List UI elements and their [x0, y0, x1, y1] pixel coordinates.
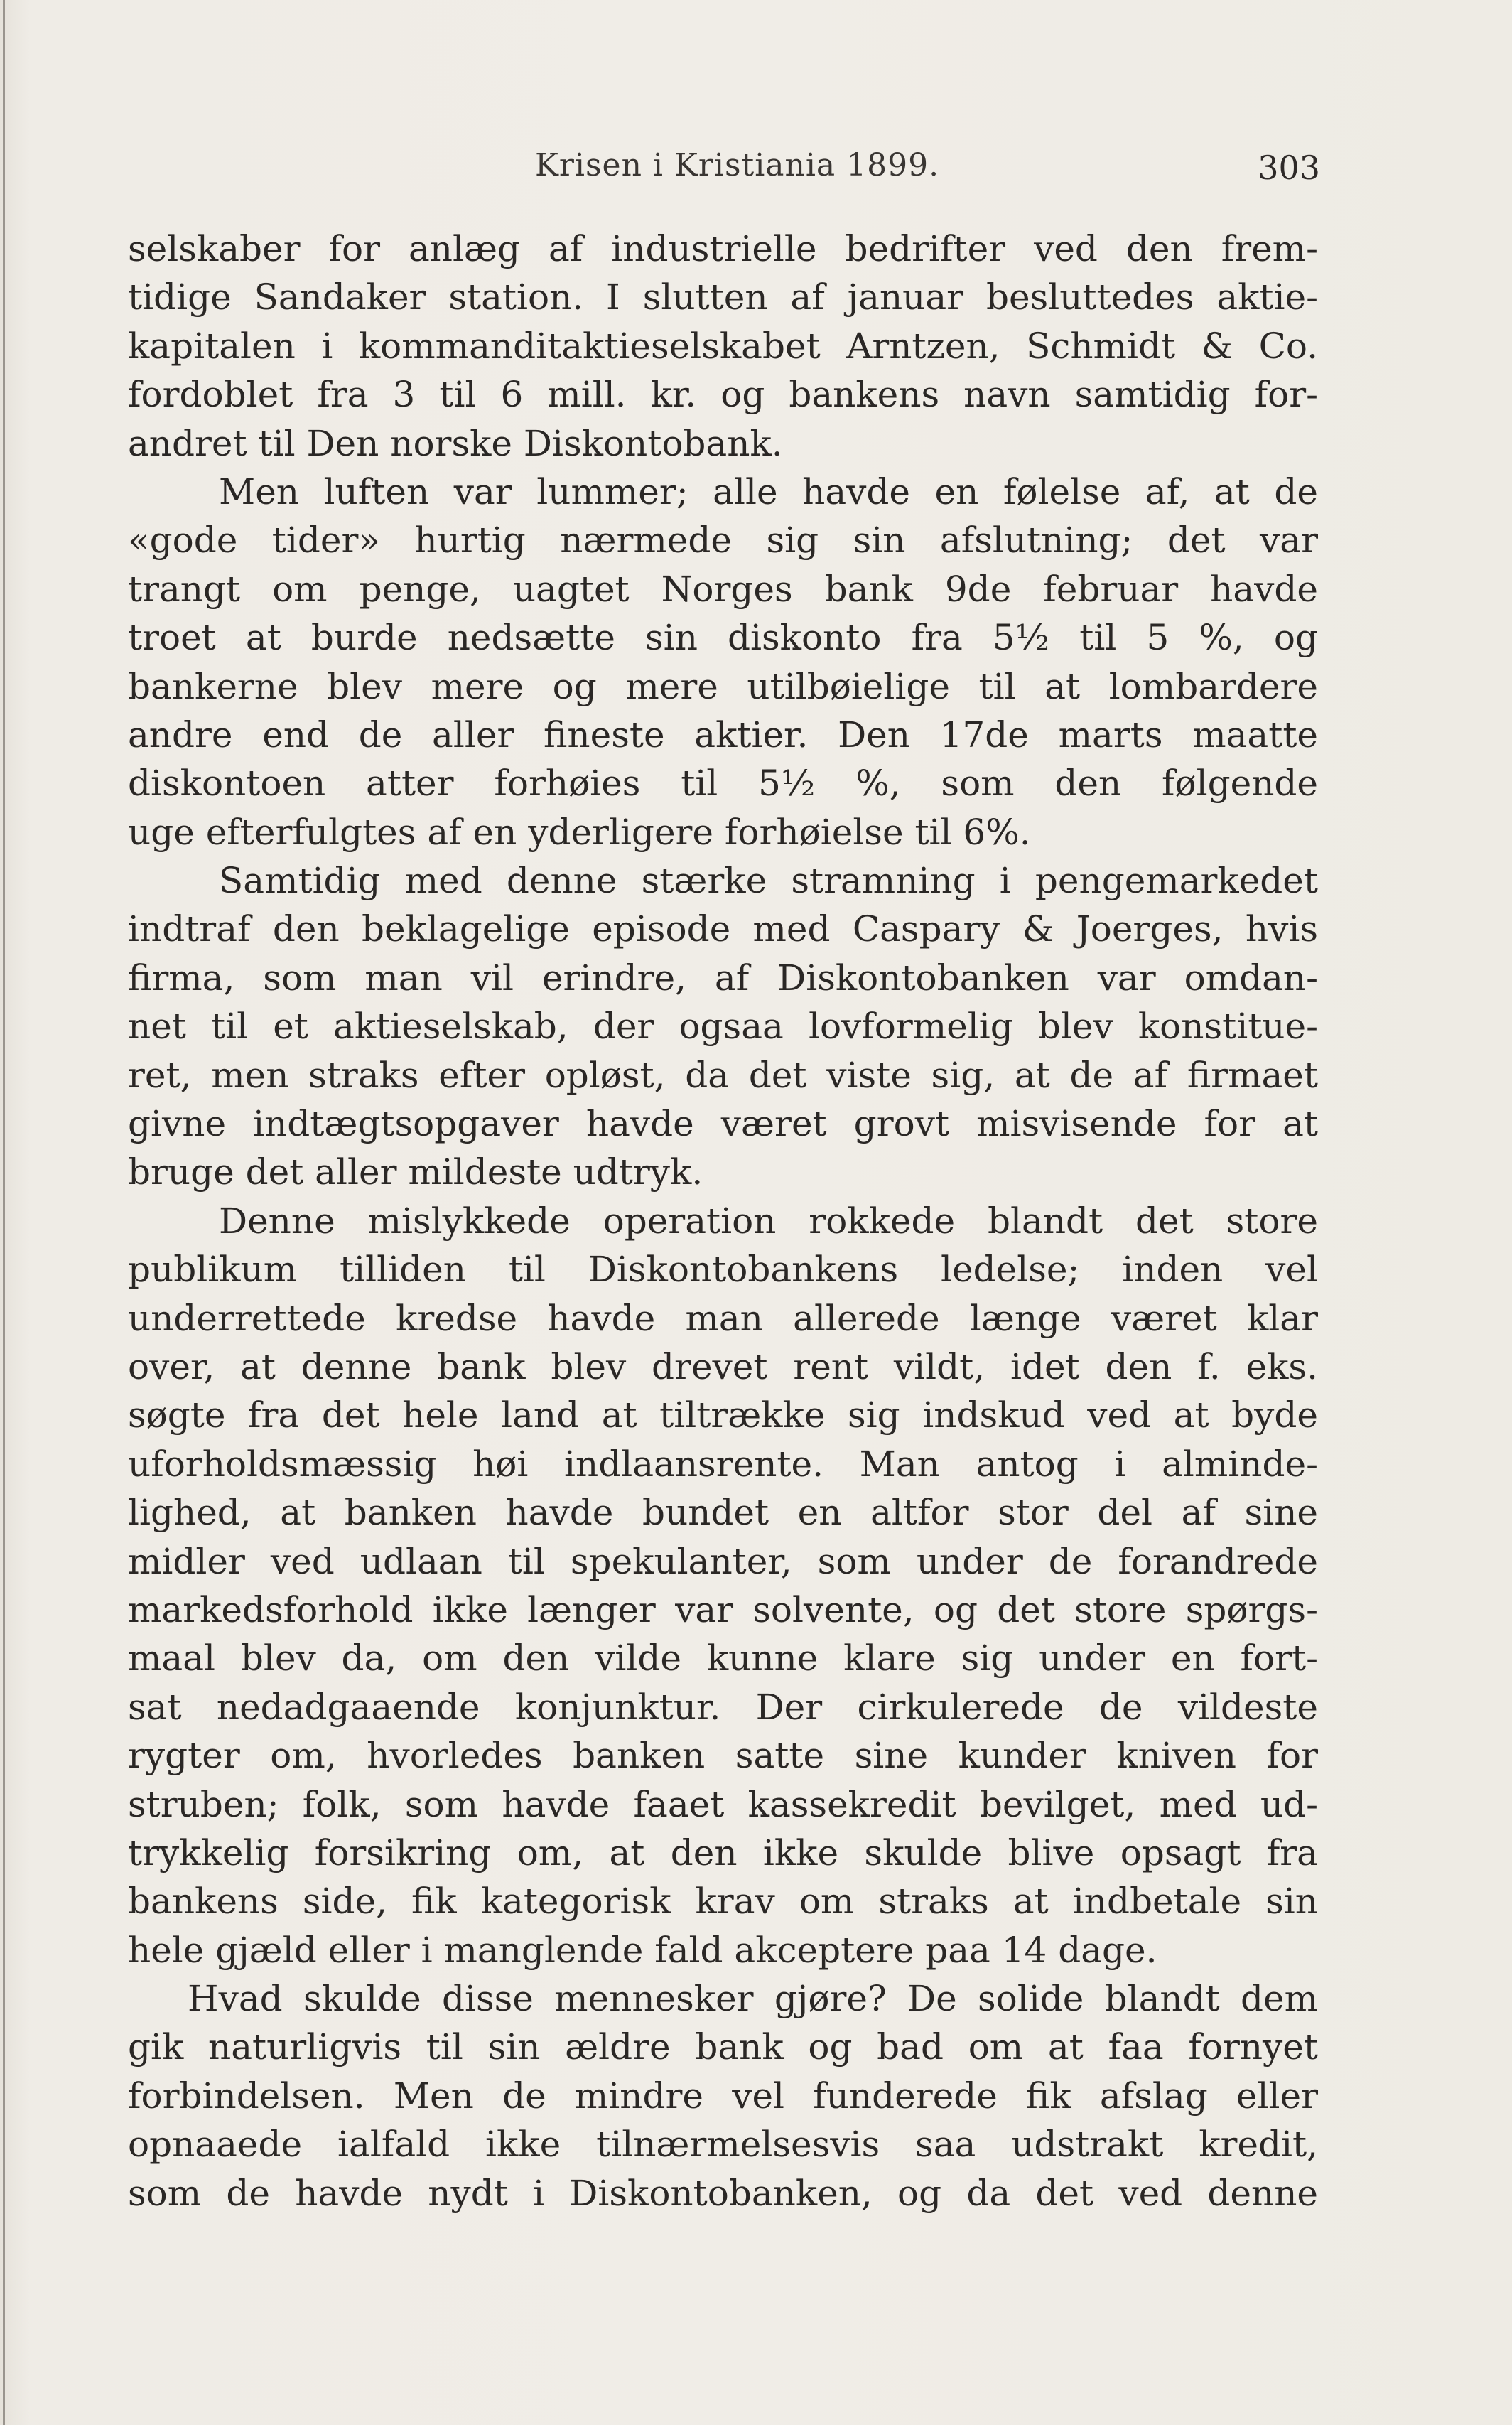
page-number: 303 [1258, 149, 1320, 187]
text-line: lighed, at banken havde bundet en altfor stor del af sine [128, 1492, 1318, 1534]
running-head: Krisen i Kristiania 1899. [535, 147, 940, 183]
text-line: søgte fra det hele land at tiltrække sig indskud ved at byde [128, 1394, 1318, 1436]
text-line: som de havde nydt i Diskontobanken, og da det ved denne [128, 2172, 1318, 2214]
body-text [128, 225, 1318, 2217]
text-line: Hvad skulde disse mennesker gjøre? De solide blandt dem [188, 1978, 1318, 2020]
text-line: givne indtægtsopgaver havde været grovt misvisende for at [128, 1103, 1318, 1145]
text-line: net til et aktieselskab, der ogsaa lovformelig blev konstitue- [128, 1006, 1318, 1048]
text-line: opnaaede ialfald ikke tilnærmelsesvis saa udstrakt kredit, [128, 2124, 1318, 2166]
text-line: rygter om, hvorledes banken satte sine kunder kniven for [128, 1735, 1318, 1777]
text-line: troet at burde nedsætte sin diskonto fra 5½ til 5 %, og [128, 617, 1318, 659]
text-line: andret til Den norske Diskontobank. [128, 422, 783, 464]
text-line: trangt om penge, uagtet Norges bank 9de februar havde [128, 568, 1318, 610]
text-line: tidige Sandaker station. I slutten af januar besluttedes aktie- [128, 276, 1318, 318]
text-line: markedsforhold ikke længer var solvente, og det store spørgs- [128, 1588, 1318, 1630]
text-line: gik naturligvis til sin ældre bank og bad om at faa fornyet [128, 2026, 1318, 2068]
text-line: midler ved udlaan til spekulanter, som under de forandrede [128, 1540, 1318, 1582]
text-line: andre end de aller fineste aktier. Den 17de marts maatte [128, 714, 1318, 756]
text-line: over, at denne bank blev drevet rent vildt, idet den f. eks. [128, 1345, 1318, 1387]
text-line: Samtidig med denne stærke stramning i pengemarkedet [219, 860, 1318, 902]
text-line: Men luften var lummer; alle havde en følelse af, at de [219, 471, 1318, 512]
text-line: bruge det aller mildeste udtryk. [128, 1151, 703, 1193]
page-header [130, 147, 1320, 190]
text-line: Denne mislykkede operation rokkede blandt det store [219, 1200, 1318, 1242]
text-line: fordoblet fra 3 til 6 mill. kr. og bankens navn samtidig for- [128, 374, 1318, 416]
text-line: struben; folk, som havde faaet kassekredit bevilget, med ud- [128, 1783, 1318, 1825]
text-line: maal blev da, om den vilde kunne klare sig under en fort- [128, 1638, 1318, 1679]
text-line: publikum tilliden til Diskontobankens ledelse; inden vel [128, 1249, 1318, 1291]
text-line: kapitalen i kommanditaktieselskabet Arntzen, Schmidt & Co. [128, 325, 1318, 367]
text-line: indtraf den beklagelige episode med Caspary & Joerges, hvis [128, 908, 1318, 950]
text-line: sat nedadgaaende konjunktur. Der cirkulerede de vildeste [128, 1686, 1318, 1728]
text-line: uforholdsmæssig høi indlaansrente. Man antog i alminde- [128, 1443, 1318, 1485]
text-line: underrettede kredse havde man allerede længe været klar [128, 1297, 1318, 1339]
page-gutter-edge [3, 0, 5, 2425]
text-line: selskaber for anlæg af industrielle bedrifter ved den frem- [128, 228, 1318, 269]
text-line: «gode tider» hurtig nærmede sig sin afslutning; det var [128, 520, 1318, 561]
text-line: forbindelsen. Men de mindre vel funderede fik afslag eller [128, 2075, 1318, 2117]
text-line: firma, som man vil erindre, af Diskontobanken var omdan- [128, 957, 1318, 999]
text-line: ret, men straks efter opløst, da det viste sig, at de af firmaet [128, 1054, 1318, 1096]
text-line: bankens side, fik kategorisk krav om straks at indbetale sin [128, 1881, 1318, 1923]
text-line: diskontoen atter forhøies til 5½ %, som den følgende [128, 763, 1318, 805]
text-line: uge efterfulgtes af en yderligere forhøielse til 6%. [128, 811, 1031, 853]
text-line: hele gjæld eller i manglende fald akceptere paa 14 dage. [128, 1929, 1157, 1971]
text-line: trykkelig forsikring om, at den ikke skulde blive opsagt fra [128, 1832, 1318, 1873]
text-line: bankerne blev mere og mere utilbøielige til at lombardere [128, 665, 1318, 707]
